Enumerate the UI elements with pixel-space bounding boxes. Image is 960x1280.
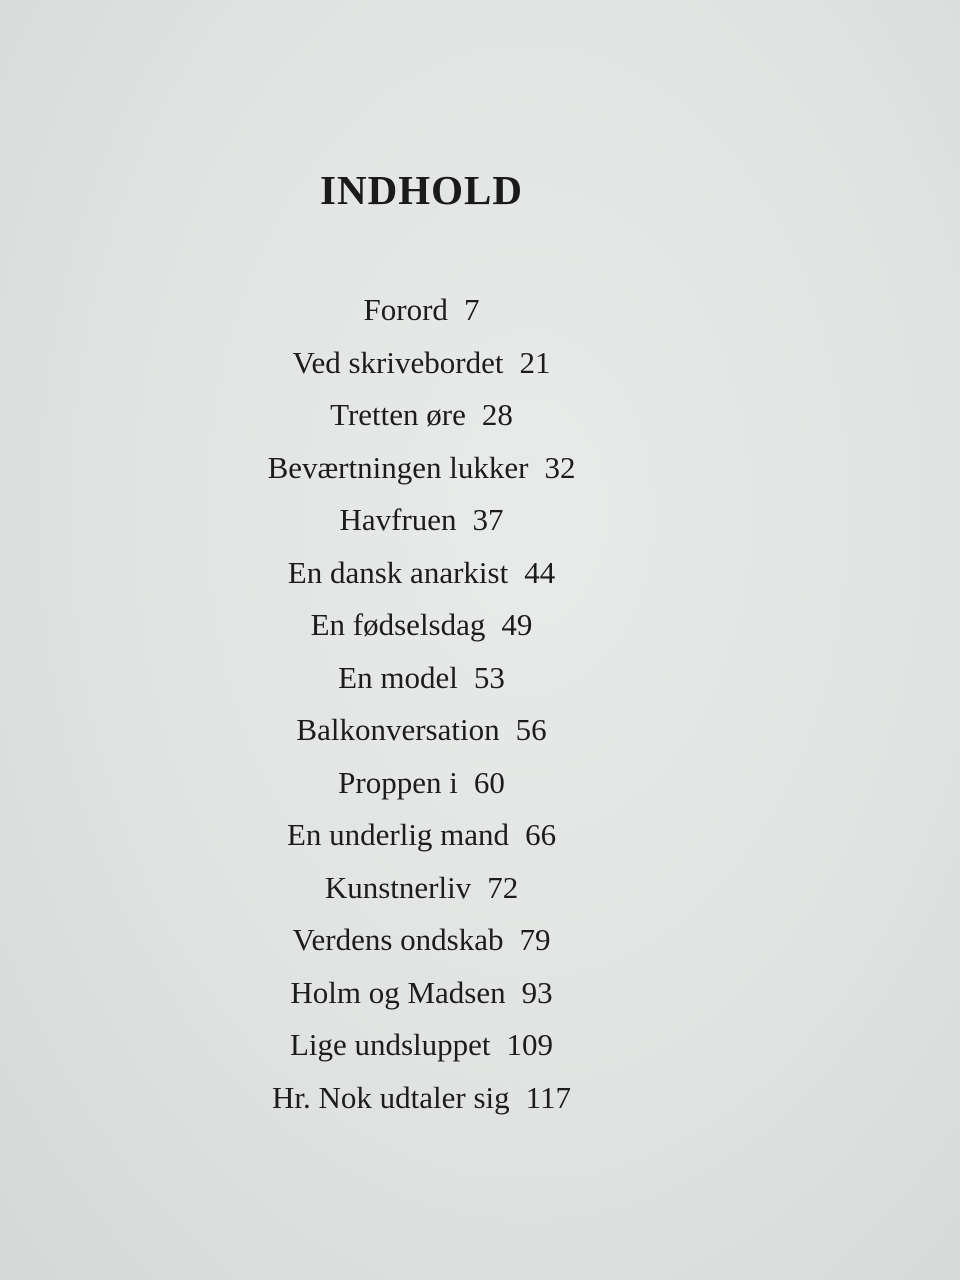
toc-entry	[0, 602, 843, 655]
toc-entry	[0, 340, 843, 393]
toc-entry	[0, 392, 843, 445]
toc-entry-title: Ved skrivebordet	[292, 344, 504, 380]
toc-entry	[0, 550, 843, 603]
toc-entry	[0, 707, 843, 760]
toc-entry-title: En dansk anarkist	[287, 554, 509, 590]
toc-entry-title: Holm og Madsen	[290, 974, 506, 1010]
toc-entry-page: 53	[473, 659, 505, 695]
toc-entry-title: En fødselsdag	[310, 607, 486, 642]
toc-entry-page: 79	[519, 922, 551, 957]
toc-entry-title: En underlig mand	[286, 817, 510, 852]
toc-entry	[0, 970, 843, 1023]
toc-entry-title: Proppen i	[338, 764, 458, 800]
toc-entry-page: 21	[519, 344, 551, 380]
toc-entry-title: Tretten øre	[330, 397, 466, 432]
toc-entry-title: Beværtningen lukker	[267, 449, 529, 485]
toc-entry-page: 72	[487, 869, 519, 905]
toc-entry-page: 28	[481, 397, 513, 432]
toc-entry-page: 66	[525, 817, 557, 852]
toc-entry-page: 109	[506, 1027, 554, 1062]
toc-entry-title: Forord	[363, 292, 448, 327]
toc-entry-page: 93	[521, 974, 553, 1010]
toc-entry-title: Hr. Nok udtaler sig	[272, 1079, 510, 1115]
toc-entry-title: Verdens ondskab	[292, 922, 504, 957]
toc-entry	[0, 287, 843, 340]
toc-entry-page: 44	[524, 554, 556, 590]
toc-entry-page: 117	[525, 1079, 571, 1115]
toc-entry-page: 49	[501, 607, 533, 642]
toc-entry	[0, 445, 843, 498]
toc-entry	[0, 917, 843, 970]
toc-entry	[0, 655, 843, 708]
toc-entry-title: Balkonversation	[296, 712, 500, 747]
toc-entry-page: 37	[472, 502, 504, 537]
toc-entry	[0, 1022, 843, 1075]
toc-entry	[0, 497, 843, 550]
toc-entry	[0, 865, 843, 918]
table-of-contents	[0, 287, 843, 1127]
toc-entry	[0, 812, 843, 865]
toc-entry-title: Kunstnerliv	[324, 869, 472, 905]
toc-entry-page: 7	[463, 292, 480, 327]
toc-entry	[0, 760, 843, 813]
toc-entry-title: En model	[338, 659, 458, 695]
toc-entry-page: 60	[473, 764, 505, 800]
toc-entry-title: Lige undsluppet	[289, 1027, 491, 1062]
toc-entry	[0, 1075, 843, 1128]
toc-entry-page: 32	[544, 449, 576, 485]
toc-entry-page: 56	[515, 712, 547, 747]
page-title: INDHOLD	[320, 167, 523, 214]
toc-entry-title: Havfruen	[339, 502, 457, 537]
